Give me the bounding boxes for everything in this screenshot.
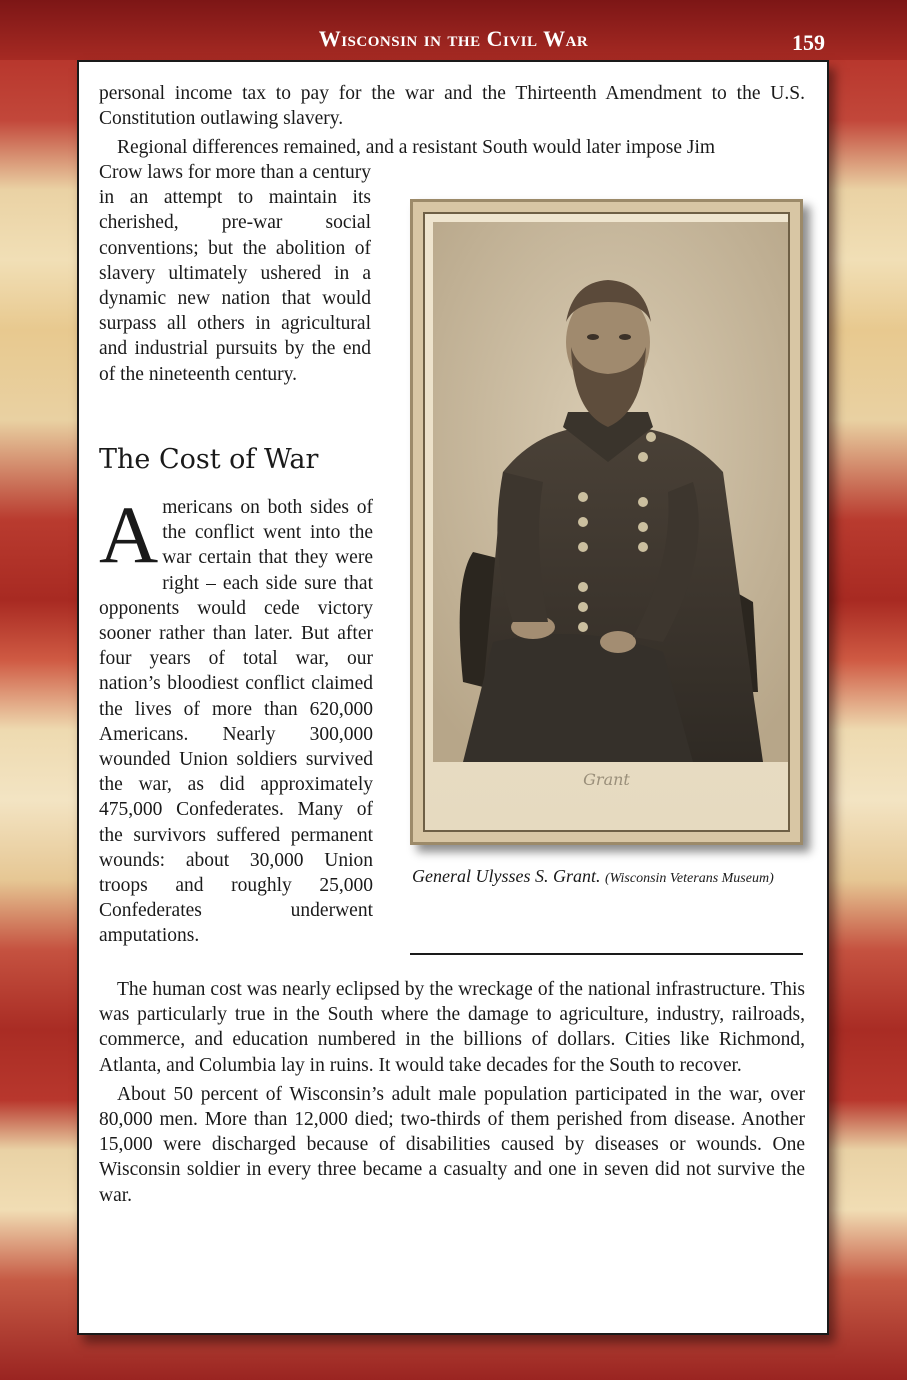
photo-caption [412,866,805,889]
caption-rule [410,953,803,955]
section-heading: The Cost of War [99,444,319,475]
intro-block [99,81,805,161]
photo-signature: Grant [583,770,630,789]
section-paragraph-3: About 50 percent of Wisconsin’s adult male population participated in the war, over 80,000 men. More than 12,000 died; two-thirds of them perished from disease. Another 15,000 were discharged because of disabilities caused by diseases or wounds. One Wisconsin soldier in every three became a casualty and one in seven did not survive the war. [99,1083,805,1206]
intro-paragraph-2-lead: Regional differences remained, and a resistant South would later impose Jim [117,137,716,159]
intro-paragraph-1: personal income tax to pay for the war and the Thirteenth Amendment to the U.S. Constitution outlawing slavery. [99,83,805,130]
section-paragraph-1 [99,489,373,949]
section-paragraph-2: The human cost was nearly eclipsed by the wreckage of the national infrastructure. This was particularly true in the South where the damage to agriculture, industry, railroads, commerce, and education numbered in the billions of dollars. Cities like Richmond, Atlanta, and Columbia lay in ruins. It would take decades for the South to recover. [99,979,805,1076]
caption-credit: (Wisconsin Veterans Museum) [604,871,774,886]
intro-paragraph-2-rest [99,160,371,387]
running-title: Wisconsin in the Civil War [318,26,589,51]
caption-text: General Ulysses S. Grant. [412,866,601,886]
portrait-image [433,222,788,762]
intro-paragraph-2-text: Crow laws for more than a century in an attempt to maintain its cherished, pre-war social conventions; but the abolition of slavery ultimately ushered in a dynamic new nation that would surpass all others in agricultural and industrial pursuits by the end of the nineteenth century. [99,162,371,385]
photo-mount [423,212,790,832]
closing-block [99,977,805,1208]
section-paragraph-1-text: mericans on both sides of the conflict went into the war certain that they were right – each side sure that opponents would cede victory sooner rather than later. But after four years of total war, our nation’s bloodiest conflict claimed the lives of more than 620,000 Americans. Nearly 300,000 wounded Union soldiers survived the war, as did approximately 475,000 Confederates. Many of the survivors suffered permanent wounds: about 30,000 Union troops and roughly 25,000 Confederates underwent amputations. [99,497,373,947]
page [77,60,829,1335]
page-number: 159 [792,30,825,55]
portrait-photo [410,199,803,845]
drop-cap: A [99,489,159,580]
